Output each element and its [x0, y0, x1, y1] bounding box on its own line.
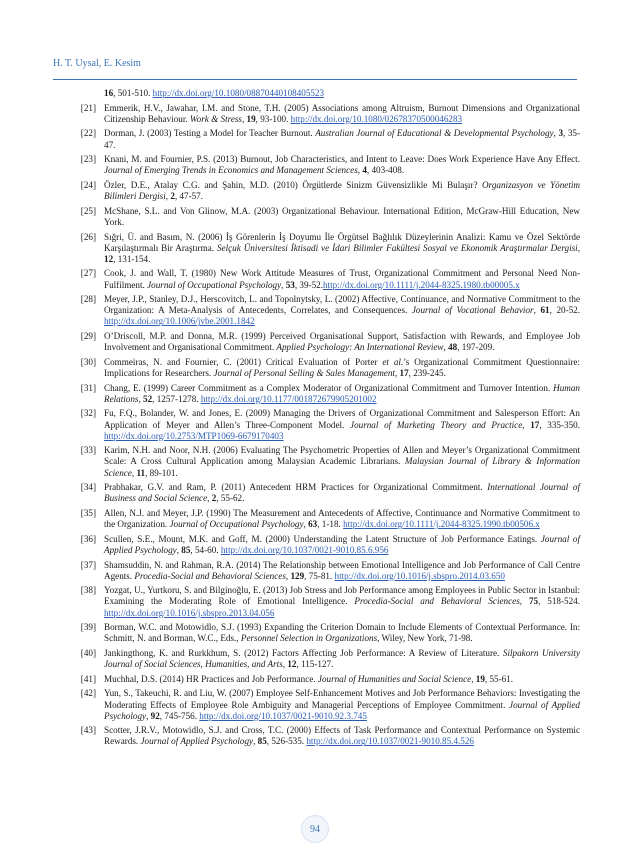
doi-link[interactable]: http://dx.doi.org/10.1080/08870440108405523 — [152, 88, 325, 98]
reference-item — [60, 357, 580, 379]
journal-title: Journal of Emerging Trends in Economics and Management Sciences — [104, 165, 358, 176]
reference-number: [32] — [80, 408, 96, 419]
volume-number: 85 — [181, 544, 191, 555]
reference-text: , — [253, 736, 258, 747]
journal-title: Personnel Selection in Organizations — [240, 633, 378, 644]
journal-title: Journal of Applied Psychology — [104, 533, 580, 555]
reference-text: , — [303, 519, 309, 530]
reference-number: [24] — [80, 180, 96, 191]
reference-item — [60, 383, 580, 405]
doi-link[interactable]: http://dx.doi.org/10.1037/0021-9010.85.6.956 — [220, 544, 389, 555]
reference-text: Knani, M. and Fournier, P.S. (2013) Burnout, Job Characteristics, and Intent to Leave: Does Work Experience Have Any Effect. — [104, 154, 580, 165]
reference-number: [30] — [80, 356, 96, 367]
reference-number: [25] — [80, 205, 96, 216]
header-rule — [53, 79, 577, 80]
journal-title: Journal of Applied Psychology — [104, 699, 580, 721]
volume-number: 52 — [143, 393, 153, 404]
reference-text: , Wiley, New York, 71-98. — [377, 633, 473, 644]
reference-text: , 1257-1278. — [152, 393, 201, 404]
reference-number: [35] — [80, 508, 96, 518]
reference-text: Yozgat, U., Yurtkoru, S. and Bilginoğlu, E. (2013) Job Stress and Job Performance among Employees in Public Sector in Istanbul: Examining the Moderating Role of Emotional Intelligence. — [104, 585, 580, 607]
journal-title: Journal of Personal Selling & Sales Management — [213, 368, 395, 378]
doi-link[interactable]: http://dx.doi.org/10.1080/02678370500046283 — [290, 113, 463, 124]
reference-text: , 239-245. — [408, 368, 446, 378]
reference-number: [40] — [80, 648, 96, 658]
doi-link[interactable]: http://dx.doi.org/10.1177/001872679905201002 — [200, 393, 377, 404]
reference-text: , 55-61. — [484, 673, 514, 684]
doi-link[interactable]: http://dx.doi.org/10.1037/0021-9010.85.4.526 — [306, 736, 474, 747]
reference-number: [21] — [80, 102, 96, 113]
reference-text: Allen, N.J. and Meyer, J.P. (1990) The Measurement and Antecedents of Affective, Continuance and Normative Commitment to the Organization. — [104, 508, 580, 530]
reference-text: , 745-756. — [159, 710, 200, 721]
reference-text: Scullen, S.E., Mount, M.K. and Goff, M. (2000) Understanding the Latent Structure of Job Performance Eatings. — [104, 533, 541, 544]
reference-number: [33] — [80, 445, 96, 456]
reference-item — [60, 688, 580, 721]
volume-number: 92 — [150, 710, 160, 721]
reference-item — [60, 331, 580, 353]
reference-item — [60, 482, 580, 504]
volume-number: 17 — [399, 368, 409, 378]
reference-item — [60, 508, 580, 530]
reference-text: Dorman, J. (2003) Testing a Model for Teacher Burnout. — [104, 128, 316, 139]
reference-text: , — [146, 710, 151, 721]
volume-number: 48 — [448, 342, 458, 353]
volume-number: 2 — [211, 493, 217, 504]
reference-number: [28] — [80, 294, 96, 305]
reference-text: Shamsuddin, N. and Rahman, R.A. (2014) The Relationship between Emotional Intelligence and Job Performance of Call Centre Agents. — [104, 559, 580, 581]
volume-number: 63 — [308, 519, 318, 530]
doi-link[interactable]: http://dx.doi.org/10.2753/MTP1069-6679170403 — [104, 430, 284, 441]
journal-title: Australian Journal of Educational & Developmental Psychology — [315, 128, 554, 139]
reference-item — [60, 674, 580, 685]
reference-text: , — [471, 673, 476, 684]
reference-text: Borman, W.C. and Motowidlo, S.J. (1993) Expanding the Criterion Domain to Include Elements of Contextual Performance. In: Schmitt, N. and Borman, W.C., Eds., — [104, 622, 580, 644]
reference-continuation — [60, 88, 580, 99]
volume-number: 12 — [287, 659, 297, 670]
reference-text: , 35-47. — [104, 128, 581, 150]
reference-text: , 20-52. — [549, 305, 581, 316]
journal-title: Selçuk Üniversitesi İktisadi ve İdari Bilimler Fakültesi Sosyal ve Ekonomik Araştırmalar Dergisi — [216, 242, 578, 253]
reference-text: Meyer, J.P., Stanley, D.J., Herscovitch, L. and Topolnytsky, L. (2002) Affective, Continuance, and Normative Commitment to the Organization: A Meta-Analysis of Antecedents, Correlates, and Consequences. — [104, 294, 580, 316]
reference-text: Emmerik, H.V., Jawahar, I.M. and Stone, T.H. (2005) Associations among Altruism, Burnout Dimensions and Organizational Citizenship Behaviour. — [104, 102, 580, 124]
volume-number: 53 — [285, 279, 295, 290]
journal-title: Applied Psychology: An International Review — [276, 342, 444, 353]
reference-text: Chang, E. (1999) Career Commitment as a Complex Moderator of Organizational Commitment and Turnover Intention. — [104, 382, 554, 393]
reference-number: [36] — [80, 533, 96, 544]
reference-item — [60, 560, 580, 582]
journal-title: Procedia-Social and Behavioral Sciences — [134, 570, 286, 581]
journal-title: Journal of Occupational Psychology — [169, 519, 304, 530]
reference-item — [60, 128, 580, 150]
journal-title: Malaysian Journal of Library & Information Science — [104, 456, 580, 478]
reference-item — [60, 534, 580, 556]
reference-item — [60, 648, 580, 670]
page-number: 94 — [301, 815, 329, 843]
reference-number: [43] — [80, 725, 96, 736]
journal-title: Journal of Marketing Theory and Practice — [350, 419, 523, 430]
reference-text: , 54-60. — [190, 544, 221, 555]
reference-item — [60, 585, 580, 618]
doi-link[interactable]: http://dx.doi.org/10.1016/j.sbspro.2013.04.056 — [104, 607, 275, 618]
reference-text: , — [138, 393, 144, 404]
reference-text: , — [282, 659, 288, 670]
reference-text: , 526-535. — [266, 736, 307, 747]
reference-text: Muchhal, D.S. (2014) HR Practices and Job Performance. — [104, 673, 318, 684]
journal-title: et al. — [382, 356, 404, 367]
doi-link[interactable]: http://dx.doi.org/10.1111/j.2044-8325.1980.tb00005.x — [322, 279, 520, 290]
reference-text: , 93-100. — [255, 113, 291, 124]
reference-text: , — [533, 305, 541, 316]
reference-number: [31] — [80, 382, 96, 393]
reference-item — [60, 103, 580, 125]
reference-text: McShane, S.L. and Von Glinow, M.A. (2003) Organizational Behaviour. International Edition, McGraw-Hill Education, New York. — [104, 205, 580, 227]
reference-number: [23] — [80, 154, 96, 165]
volume-number: 75 — [528, 596, 539, 607]
reference-text: , 197-209. — [457, 342, 495, 353]
running-header: H. T. Uysal, E. Kesim — [53, 58, 141, 69]
reference-text: Commeiras, N. and Fournier, C. (2001) Critical Evaluation of Porter — [104, 356, 383, 367]
journal-title: Journal of Humanities and Social Science — [317, 673, 472, 684]
reference-text: , — [357, 165, 363, 176]
doi-link[interactable]: http://dx.doi.org/10.1006/jvbe.2001.1842 — [104, 316, 255, 327]
reference-text: , — [281, 279, 286, 290]
reference-text: , 335-350. — [539, 419, 580, 430]
volume-number: 12 — [104, 253, 114, 264]
reference-item — [60, 232, 580, 265]
reference-text: , 55-62. — [216, 493, 245, 504]
journal-title: Journal of Applied Psychology — [140, 736, 254, 747]
journal-title: Work & Stress — [189, 113, 242, 124]
reference-text: Prabhakar, G.V. and Ram, P. (2011) Antecedent HRM Practices for Organizational Commitment. — [104, 482, 488, 493]
reference-number: [41] — [80, 673, 96, 684]
reference-text: , 115-127. — [296, 659, 334, 670]
reference-number: [22] — [80, 128, 96, 139]
reference-text: , 501-510. — [113, 88, 153, 98]
reference-text: Jankingthong, K. and Rurkkhum, S. (2012) Factors Affecting Job Performance: A Review of Literature. — [104, 648, 503, 658]
reference-text: , — [443, 342, 449, 353]
reference-item — [60, 154, 580, 176]
reference-text: , — [522, 419, 531, 430]
reference-number: [42] — [80, 688, 96, 699]
reference-text: , — [165, 191, 171, 202]
reference-text: Özler, D.E., Atalay C.G. and Şahin, M.D. (2010) Örgütlerde Sinizm Güvensizlikle Mi Bulaşır? — [104, 180, 483, 191]
reference-text: , 89-101. — [145, 467, 178, 478]
reference-text: Scotter, J.R.V., Motowidlo, S.J. and Cross, T.C. (2000) Effects of Task Performance and Contextual Performance on Systemic Rewards. — [104, 725, 580, 747]
reference-text: Fu, F.Q., Bolander, W. and Jones, E. (2009) Managing the Drivers of Organizational Commitment and Salesperson Effort: An Application of Meyer and Allen’s Three-Component Model. — [104, 408, 580, 430]
volume-number: 129 — [290, 570, 305, 581]
doi-link[interactable]: http://dx.doi.org/10.1037/0021-9010.92.3.745 — [199, 710, 367, 721]
reference-text: , — [553, 128, 559, 139]
reference-number: [26] — [80, 231, 96, 242]
reference-number: [39] — [80, 622, 96, 633]
reference-text: , 47-57. — [174, 191, 204, 202]
reference-number: [27] — [80, 268, 96, 279]
reference-text: ’s Organizational Commitment Questionnaire: Implications for Researchers. — [104, 356, 581, 378]
reference-number: [34] — [80, 482, 96, 493]
reference-text: , — [394, 368, 400, 378]
volume-number: 19 — [475, 673, 485, 684]
reference-item — [60, 408, 580, 441]
reference-text: , 39-52. — [294, 279, 323, 290]
reference-text: , 131-154. — [113, 253, 151, 264]
reference-number: [37] — [80, 559, 96, 570]
journal-title: Journal of Vocational Behavior — [411, 305, 534, 316]
volume-number: 2 — [170, 191, 175, 202]
reference-text: , 518-524. — [538, 596, 580, 607]
journal-title: Organizasyon ve Yönetim Bilimleri Dergisi — [104, 180, 580, 202]
reference-item — [60, 725, 580, 747]
reference-text: , — [285, 570, 291, 581]
reference-text: , — [176, 544, 182, 555]
volume-number: 4 — [362, 165, 367, 176]
volume-number: 16 — [104, 88, 114, 98]
reference-number: [38] — [80, 585, 96, 596]
reference-text: Sığri, Ü. and Basım, N. (2006) İş Görenlerin İş Doyumu İle Örgütsel Bağlılık Düzeylerinin Analizi: Kamu ve Özel Sektörde Karşılaştırmalı Bir Araştırma. — [104, 231, 580, 253]
reference-list — [60, 88, 580, 751]
reference-text: O’Driscoll, M.P. and Donna, M.R. (1999) Perceived Organisational Support, Satisfaction with Rewards, and Employee Job Involvement and Organisational Commitment. — [104, 331, 580, 353]
reference-text: , 403-408. — [366, 165, 405, 176]
reference-text: Yun, S., Takeuchi, R. and Liu, W. (2007) Employee Self-Enhancement Motives and Job Performance Behaviors: Investigating the Moderating Effects of Employee Role Ambiguity and Managerial Perceptions of Employee Commitment. — [104, 688, 580, 710]
reference-number: [29] — [80, 331, 96, 342]
journal-title: Silpakorn University Journal of Social Sciences, Humanities, and Arts — [104, 648, 580, 670]
reference-text: , — [241, 113, 247, 124]
volume-number: 85 — [257, 736, 267, 747]
doi-link[interactable]: http://dx.doi.org/10.1111/j.2044-8325.1990.tb00506.x — [343, 519, 540, 530]
volume-number: 61 — [540, 305, 550, 316]
reference-item — [60, 206, 580, 228]
volume-number: 19 — [246, 113, 256, 124]
reference-text: , — [519, 596, 529, 607]
volume-number: 3 — [558, 128, 563, 139]
reference-text: Karim, N.H. and Noor, N.H. (2006) Evaluating The Psychometric Properties of Allen and Meyer’s Organizational Commitment Scale: A Cross Cultural Application among Malaysian Academic Librarians. — [104, 445, 580, 467]
reference-item — [60, 622, 580, 644]
volume-number: 17 — [530, 419, 540, 430]
reference-item — [60, 268, 580, 290]
volume-number: 11 — [136, 467, 146, 478]
reference-text: , — [207, 493, 212, 504]
reference-item — [60, 180, 580, 202]
reference-item — [60, 445, 580, 478]
doi-link[interactable]: http://dx.doi.org/10.1016/j.sbspro.2014.03.650 — [334, 570, 505, 581]
reference-item — [60, 294, 580, 327]
reference-text: , 1-18. — [317, 519, 344, 530]
reference-text: , 75-81. — [304, 570, 335, 581]
journal-title: Procedia-Social and Behavioral Sciences — [354, 596, 520, 607]
journal-title: Human Relations — [104, 382, 580, 404]
journal-title: International Journal of Business and Social Science — [104, 482, 580, 504]
reference-text: , — [131, 467, 137, 478]
reference-text: , — [577, 242, 580, 253]
journal-title: Journal of Occupational Psychology — [147, 279, 282, 290]
reference-text: Cook, J. and Wall, T. (1980) New Work Attitude Measures of Trust, Organizational Commitment and Personal Need Non-Fulfilment. — [104, 268, 580, 290]
